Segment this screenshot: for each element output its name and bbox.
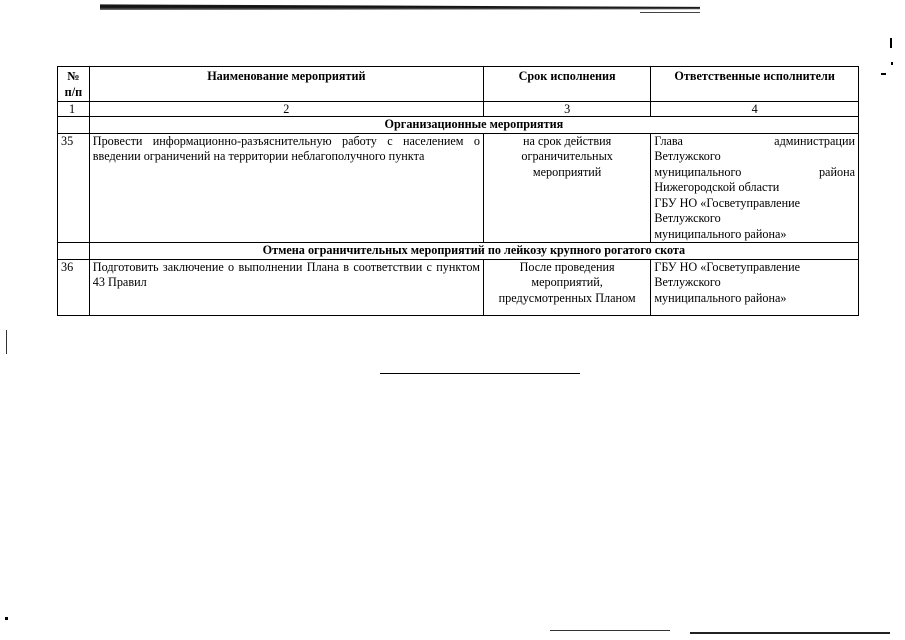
column-number: 2 (89, 102, 483, 117)
table-row (58, 259, 859, 315)
plan-table (57, 66, 859, 316)
row-term: После проведения мероприятий, предусмотренных Планом (483, 259, 650, 315)
section-title: Отмена ограничительных мероприятий по лейкозу крупного рогатого скота (89, 243, 858, 260)
responsible-line: муниципального района (654, 164, 855, 179)
scan-artifact-bottom-line (550, 630, 670, 631)
section-title: Организационные мероприятия (89, 117, 858, 134)
header-name: Наименование мероприятий (89, 67, 483, 102)
scan-artifact-top-bar (100, 3, 700, 10)
header-term: Срок исполнения (483, 67, 650, 102)
responsible-line: Ветлужского (654, 211, 721, 225)
section-header-row (58, 243, 859, 260)
section-num-cell (58, 117, 90, 134)
row-activity: Провести информационно-разъяснительную работу с населением о введении ограничений на территории неблагополучного пункта (89, 133, 483, 243)
section-num-cell (58, 243, 90, 260)
row-number: 35 (58, 133, 90, 243)
responsible-line: Ветлужского (654, 149, 721, 163)
scan-mark (881, 73, 886, 75)
section-header-row (58, 117, 859, 134)
row-number: 36 (58, 259, 90, 315)
responsible-line: ГБУ НО «Госветуправление (654, 259, 801, 274)
responsible-line: муниципального района» (654, 290, 787, 305)
table-header-row (58, 67, 859, 102)
row-responsible (651, 133, 859, 243)
responsible-line: Ветлужского (654, 275, 721, 289)
responsible-line: ГБУ НО «Госветуправление (654, 195, 801, 210)
end-separator-line (380, 373, 580, 374)
scan-artifact-bottom-line (690, 632, 890, 634)
scan-mark (890, 38, 892, 48)
header-responsible: Ответственные исполнители (651, 67, 859, 102)
scan-mark (891, 62, 893, 65)
column-number-row (58, 102, 859, 117)
scan-artifact-top-line (640, 12, 700, 13)
row-term: на срок действия ограничительных мероприятий (483, 133, 650, 243)
responsible-line: Глава администрации (654, 133, 855, 148)
responsible-line: муниципального района» (654, 226, 787, 241)
scan-mark (6, 330, 7, 354)
column-number: 1 (58, 102, 90, 117)
scan-mark (5, 617, 8, 620)
row-responsible (651, 259, 859, 315)
responsible-line: Нижегородской области (654, 180, 780, 194)
header-num: № п/п (58, 67, 90, 102)
row-activity: Подготовить заключение о выполнении Плана в соответствии с пунктом 43 Правил (89, 259, 483, 315)
column-number: 3 (483, 102, 650, 117)
table-row (58, 133, 859, 243)
column-number: 4 (651, 102, 859, 117)
